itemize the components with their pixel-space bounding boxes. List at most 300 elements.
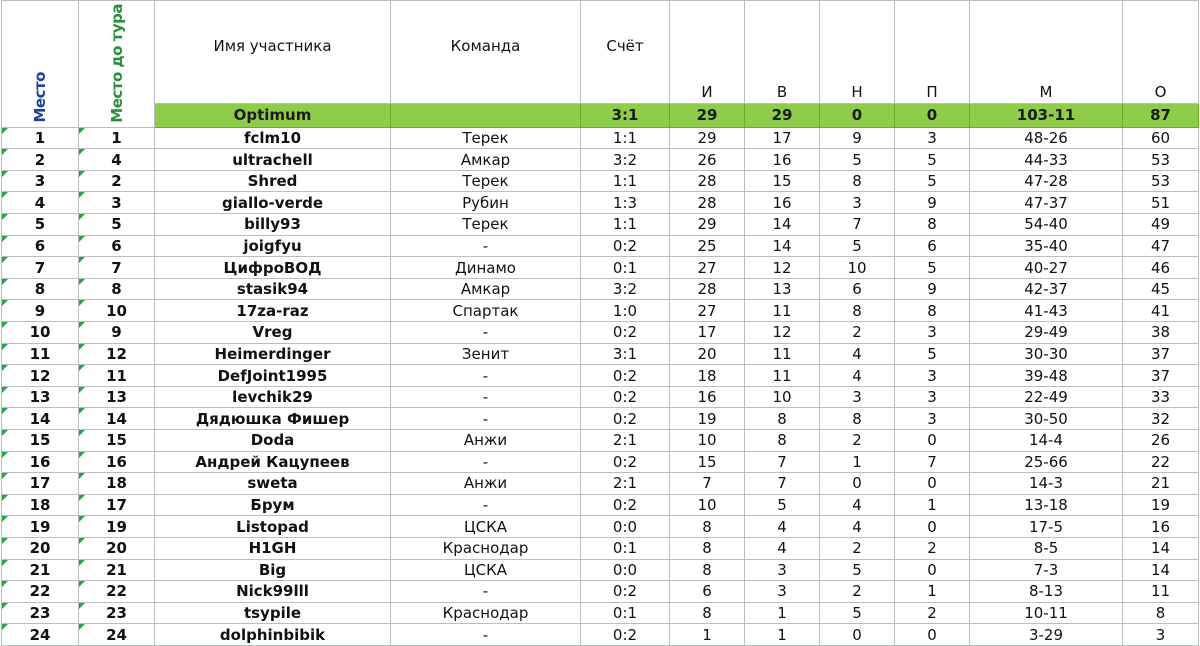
- cell-points: 38: [1123, 322, 1199, 344]
- cell-goals: 54-40: [970, 214, 1123, 236]
- cell-prev-place: 6: [79, 235, 155, 257]
- cell-prev-place: 18: [79, 473, 155, 495]
- cell-place: 22: [2, 581, 79, 603]
- cell-games: 28: [670, 278, 745, 300]
- cell-team: Терек: [391, 170, 581, 192]
- cell-team: Амкар: [391, 149, 581, 171]
- table-row: [2, 343, 1199, 365]
- cell-draws: 1: [820, 451, 895, 473]
- cell-draws: 4: [820, 494, 895, 516]
- cell-draws: 5: [820, 559, 895, 581]
- cell-score: 0:2: [581, 365, 670, 387]
- cell-score: 1:1: [581, 214, 670, 236]
- cell-name: Андрей Кацупеев: [155, 451, 391, 473]
- table-row: [2, 322, 1199, 344]
- cell-wins: 10: [745, 386, 820, 408]
- table-row: [2, 127, 1199, 149]
- cell-place: 18: [2, 494, 79, 516]
- cell-points: 19: [1123, 494, 1199, 516]
- cell-draws: 0: [820, 473, 895, 495]
- cell-team: -: [391, 386, 581, 408]
- cell-prev-place: 4: [79, 149, 155, 171]
- table-body: [2, 127, 1199, 645]
- cell-team: Спартак: [391, 300, 581, 322]
- optimum-games: 29: [670, 104, 745, 127]
- cell-draws: 5: [820, 149, 895, 171]
- cell-wins: 17: [745, 127, 820, 149]
- cell-wins: 8: [745, 408, 820, 430]
- cell-wins: 11: [745, 343, 820, 365]
- cell-prev-place: 10: [79, 300, 155, 322]
- cell-games: 7: [670, 473, 745, 495]
- table-row: [2, 624, 1199, 646]
- table-row: [2, 365, 1199, 387]
- cell-team: Амкар: [391, 278, 581, 300]
- table-row: [2, 473, 1199, 495]
- optimum-team: [391, 104, 581, 127]
- cell-goals: 42-37: [970, 278, 1123, 300]
- cell-wins: 12: [745, 257, 820, 279]
- cell-losses: 0: [895, 473, 970, 495]
- cell-losses: 3: [895, 408, 970, 430]
- cell-place: 7: [2, 257, 79, 279]
- header-name: Имя участника: [155, 1, 391, 104]
- cell-name: giallo-verde: [155, 192, 391, 214]
- cell-losses: 7: [895, 451, 970, 473]
- cell-score: 0:2: [581, 235, 670, 257]
- cell-place: 8: [2, 278, 79, 300]
- cell-losses: 3: [895, 322, 970, 344]
- cell-losses: 8: [895, 300, 970, 322]
- cell-goals: 47-28: [970, 170, 1123, 192]
- cell-games: 6: [670, 581, 745, 603]
- cell-wins: 1: [745, 624, 820, 646]
- cell-points: 14: [1123, 559, 1199, 581]
- cell-games: 10: [670, 430, 745, 452]
- cell-draws: 8: [820, 300, 895, 322]
- table-row: [2, 430, 1199, 452]
- cell-team: -: [391, 451, 581, 473]
- cell-goals: 22-49: [970, 386, 1123, 408]
- cell-place: 13: [2, 386, 79, 408]
- cell-points: 14: [1123, 537, 1199, 559]
- cell-prev-place: 11: [79, 365, 155, 387]
- cell-points: 21: [1123, 473, 1199, 495]
- cell-place: 11: [2, 343, 79, 365]
- cell-name: Big: [155, 559, 391, 581]
- cell-games: 27: [670, 257, 745, 279]
- cell-points: 51: [1123, 192, 1199, 214]
- cell-score: 0:2: [581, 581, 670, 603]
- cell-name: billy93: [155, 214, 391, 236]
- optimum-losses: 0: [895, 104, 970, 127]
- cell-wins: 4: [745, 537, 820, 559]
- cell-goals: 7-3: [970, 559, 1123, 581]
- cell-games: 28: [670, 170, 745, 192]
- cell-draws: 9: [820, 127, 895, 149]
- cell-team: -: [391, 624, 581, 646]
- cell-losses: 9: [895, 192, 970, 214]
- cell-goals: 25-66: [970, 451, 1123, 473]
- cell-score: 3:2: [581, 149, 670, 171]
- cell-goals: 8-13: [970, 581, 1123, 603]
- cell-losses: 3: [895, 365, 970, 387]
- cell-draws: 2: [820, 322, 895, 344]
- optimum-row: [2, 104, 1199, 127]
- cell-wins: 8: [745, 430, 820, 452]
- cell-name: ЦифроВОД: [155, 257, 391, 279]
- cell-games: 16: [670, 386, 745, 408]
- cell-score: 1:0: [581, 300, 670, 322]
- cell-prev-place: 5: [79, 214, 155, 236]
- cell-wins: 3: [745, 581, 820, 603]
- table-row: [2, 516, 1199, 538]
- cell-goals: 29-49: [970, 322, 1123, 344]
- cell-games: 26: [670, 149, 745, 171]
- cell-losses: 2: [895, 537, 970, 559]
- cell-draws: 8: [820, 170, 895, 192]
- cell-draws: 5: [820, 602, 895, 624]
- cell-name: sweta: [155, 473, 391, 495]
- cell-name: levchik29: [155, 386, 391, 408]
- cell-wins: 14: [745, 235, 820, 257]
- cell-score: 1:1: [581, 127, 670, 149]
- cell-place: 17: [2, 473, 79, 495]
- cell-prev-place: 15: [79, 430, 155, 452]
- cell-games: 1: [670, 624, 745, 646]
- cell-points: 46: [1123, 257, 1199, 279]
- cell-place: 12: [2, 365, 79, 387]
- cell-team: Динамо: [391, 257, 581, 279]
- cell-goals: 10-11: [970, 602, 1123, 624]
- header-score: Счёт: [581, 1, 670, 104]
- cell-team: Терек: [391, 127, 581, 149]
- cell-draws: 5: [820, 235, 895, 257]
- cell-prev-place: 3: [79, 192, 155, 214]
- cell-wins: 5: [745, 494, 820, 516]
- cell-draws: 2: [820, 537, 895, 559]
- cell-place: 21: [2, 559, 79, 581]
- cell-team: -: [391, 408, 581, 430]
- cell-games: 8: [670, 537, 745, 559]
- cell-name: stasik94: [155, 278, 391, 300]
- cell-score: 0:1: [581, 257, 670, 279]
- cell-place: 6: [2, 235, 79, 257]
- optimum-score: 3:1: [581, 104, 670, 127]
- cell-score: 1:3: [581, 192, 670, 214]
- cell-team: Краснодар: [391, 602, 581, 624]
- cell-score: 2:1: [581, 430, 670, 452]
- cell-draws: 2: [820, 581, 895, 603]
- cell-name: Дядюшка Фишер: [155, 408, 391, 430]
- cell-games: 29: [670, 127, 745, 149]
- cell-games: 28: [670, 192, 745, 214]
- cell-wins: 15: [745, 170, 820, 192]
- cell-games: 20: [670, 343, 745, 365]
- header-games: И: [670, 1, 745, 104]
- cell-games: 8: [670, 516, 745, 538]
- cell-place: 23: [2, 602, 79, 624]
- cell-team: Анжи: [391, 430, 581, 452]
- table-row: [2, 278, 1199, 300]
- cell-score: 3:1: [581, 343, 670, 365]
- cell-team: ЦСКА: [391, 559, 581, 581]
- header-place: [2, 1, 79, 128]
- table-row: [2, 581, 1199, 603]
- cell-wins: 11: [745, 300, 820, 322]
- cell-points: 32: [1123, 408, 1199, 430]
- cell-goals: 35-40: [970, 235, 1123, 257]
- cell-name: Listopad: [155, 516, 391, 538]
- cell-team: -: [391, 322, 581, 344]
- cell-points: 8: [1123, 602, 1199, 624]
- cell-draws: 7: [820, 214, 895, 236]
- cell-team: Анжи: [391, 473, 581, 495]
- cell-team: ЦСКА: [391, 516, 581, 538]
- cell-games: 17: [670, 322, 745, 344]
- cell-goals: 41-43: [970, 300, 1123, 322]
- cell-team: Зенит: [391, 343, 581, 365]
- cell-team: Краснодар: [391, 537, 581, 559]
- cell-games: 15: [670, 451, 745, 473]
- cell-games: 25: [670, 235, 745, 257]
- cell-prev-place: 8: [79, 278, 155, 300]
- cell-prev-place: 22: [79, 581, 155, 603]
- cell-place: 16: [2, 451, 79, 473]
- cell-prev-place: 23: [79, 602, 155, 624]
- cell-team: -: [391, 235, 581, 257]
- cell-wins: 3: [745, 559, 820, 581]
- cell-goals: 40-27: [970, 257, 1123, 279]
- cell-place: 19: [2, 516, 79, 538]
- cell-draws: 4: [820, 343, 895, 365]
- cell-wins: 14: [745, 214, 820, 236]
- cell-goals: 30-30: [970, 343, 1123, 365]
- cell-draws: 4: [820, 516, 895, 538]
- cell-team: Терек: [391, 214, 581, 236]
- optimum-draws: 0: [820, 104, 895, 127]
- cell-points: 3: [1123, 624, 1199, 646]
- cell-games: 10: [670, 494, 745, 516]
- cell-wins: 7: [745, 473, 820, 495]
- cell-name: Nick99lll: [155, 581, 391, 603]
- cell-losses: 3: [895, 127, 970, 149]
- table-row: [2, 408, 1199, 430]
- table-row: [2, 602, 1199, 624]
- cell-losses: 5: [895, 170, 970, 192]
- cell-games: 19: [670, 408, 745, 430]
- cell-points: 45: [1123, 278, 1199, 300]
- cell-place: 15: [2, 430, 79, 452]
- cell-name: Doda: [155, 430, 391, 452]
- table-row: [2, 192, 1199, 214]
- cell-draws: 10: [820, 257, 895, 279]
- cell-losses: 5: [895, 257, 970, 279]
- cell-place: 14: [2, 408, 79, 430]
- table-row: [2, 386, 1199, 408]
- cell-team: -: [391, 581, 581, 603]
- cell-goals: 48-26: [970, 127, 1123, 149]
- cell-games: 18: [670, 365, 745, 387]
- cell-place: 1: [2, 127, 79, 149]
- cell-place: 20: [2, 537, 79, 559]
- cell-score: 2:1: [581, 473, 670, 495]
- cell-losses: 5: [895, 149, 970, 171]
- cell-wins: 16: [745, 192, 820, 214]
- cell-prev-place: 21: [79, 559, 155, 581]
- cell-draws: 3: [820, 386, 895, 408]
- table-row: [2, 300, 1199, 322]
- cell-games: 27: [670, 300, 745, 322]
- cell-draws: 6: [820, 278, 895, 300]
- cell-prev-place: 17: [79, 494, 155, 516]
- cell-place: 24: [2, 624, 79, 646]
- cell-score: 0:2: [581, 624, 670, 646]
- table-row: [2, 451, 1199, 473]
- cell-losses: 8: [895, 214, 970, 236]
- cell-prev-place: 9: [79, 322, 155, 344]
- cell-score: 3:2: [581, 278, 670, 300]
- cell-score: 0:2: [581, 494, 670, 516]
- cell-goals: 13-18: [970, 494, 1123, 516]
- cell-score: 0:2: [581, 451, 670, 473]
- cell-score: 0:1: [581, 602, 670, 624]
- cell-points: 16: [1123, 516, 1199, 538]
- cell-losses: 6: [895, 235, 970, 257]
- cell-name: fclm10: [155, 127, 391, 149]
- cell-prev-place: 14: [79, 408, 155, 430]
- cell-losses: 2: [895, 602, 970, 624]
- cell-losses: 0: [895, 516, 970, 538]
- cell-losses: 0: [895, 559, 970, 581]
- header-goals: М: [970, 1, 1123, 104]
- cell-name: H1GH: [155, 537, 391, 559]
- cell-team: -: [391, 365, 581, 387]
- cell-name: joigfyu: [155, 235, 391, 257]
- cell-points: 22: [1123, 451, 1199, 473]
- cell-prev-place: 13: [79, 386, 155, 408]
- cell-points: 37: [1123, 365, 1199, 387]
- cell-score: 1:1: [581, 170, 670, 192]
- cell-losses: 3: [895, 386, 970, 408]
- table-row: [2, 559, 1199, 581]
- optimum-name: Optimum: [155, 104, 391, 127]
- cell-wins: 7: [745, 451, 820, 473]
- cell-draws: 2: [820, 430, 895, 452]
- cell-wins: 12: [745, 322, 820, 344]
- cell-losses: 0: [895, 624, 970, 646]
- cell-points: 33: [1123, 386, 1199, 408]
- cell-goals: 44-33: [970, 149, 1123, 171]
- cell-points: 26: [1123, 430, 1199, 452]
- table-row: [2, 235, 1199, 257]
- table-row: [2, 537, 1199, 559]
- cell-losses: 1: [895, 581, 970, 603]
- standings-table: [1, 0, 1199, 646]
- table-row: [2, 149, 1199, 171]
- cell-name: dolphinbibik: [155, 624, 391, 646]
- table-row: [2, 214, 1199, 236]
- table-row: [2, 257, 1199, 279]
- cell-wins: 13: [745, 278, 820, 300]
- cell-points: 53: [1123, 170, 1199, 192]
- cell-goals: 30-50: [970, 408, 1123, 430]
- optimum-points: 87: [1123, 104, 1199, 127]
- cell-name: Брум: [155, 494, 391, 516]
- header-losses: П: [895, 1, 970, 104]
- cell-name: 17za-raz: [155, 300, 391, 322]
- cell-games: 29: [670, 214, 745, 236]
- cell-points: 60: [1123, 127, 1199, 149]
- cell-name: tsypile: [155, 602, 391, 624]
- cell-goals: 14-4: [970, 430, 1123, 452]
- cell-draws: 0: [820, 624, 895, 646]
- cell-team: -: [391, 494, 581, 516]
- cell-name: Vreg: [155, 322, 391, 344]
- table-row: [2, 494, 1199, 516]
- cell-goals: 8-5: [970, 537, 1123, 559]
- header-prev-place-label: Место до тура: [107, 4, 126, 123]
- table-header: [2, 1, 1199, 128]
- cell-name: ultrachell: [155, 149, 391, 171]
- cell-points: 11: [1123, 581, 1199, 603]
- cell-draws: 8: [820, 408, 895, 430]
- cell-score: 0:2: [581, 322, 670, 344]
- header-prev-place: [79, 1, 155, 128]
- cell-losses: 0: [895, 430, 970, 452]
- cell-prev-place: 19: [79, 516, 155, 538]
- cell-draws: 3: [820, 192, 895, 214]
- cell-place: 2: [2, 149, 79, 171]
- cell-goals: 14-3: [970, 473, 1123, 495]
- cell-points: 49: [1123, 214, 1199, 236]
- header-team: Команда: [391, 1, 581, 104]
- cell-team: Рубин: [391, 192, 581, 214]
- cell-points: 41: [1123, 300, 1199, 322]
- cell-score: 0:2: [581, 386, 670, 408]
- cell-wins: 4: [745, 516, 820, 538]
- cell-points: 47: [1123, 235, 1199, 257]
- cell-score: 0:0: [581, 559, 670, 581]
- cell-place: 4: [2, 192, 79, 214]
- cell-prev-place: 20: [79, 537, 155, 559]
- cell-place: 5: [2, 214, 79, 236]
- cell-goals: 47-37: [970, 192, 1123, 214]
- cell-draws: 4: [820, 365, 895, 387]
- cell-name: Shred: [155, 170, 391, 192]
- cell-prev-place: 16: [79, 451, 155, 473]
- table-row: [2, 170, 1199, 192]
- cell-score: 0:1: [581, 537, 670, 559]
- cell-prev-place: 2: [79, 170, 155, 192]
- optimum-wins: 29: [745, 104, 820, 127]
- header-draws: Н: [820, 1, 895, 104]
- cell-losses: 5: [895, 343, 970, 365]
- cell-goals: 39-48: [970, 365, 1123, 387]
- cell-prev-place: 1: [79, 127, 155, 149]
- cell-place: 10: [2, 322, 79, 344]
- cell-name: Heimerdinger: [155, 343, 391, 365]
- cell-points: 37: [1123, 343, 1199, 365]
- cell-wins: 1: [745, 602, 820, 624]
- cell-wins: 16: [745, 149, 820, 171]
- cell-goals: 17-5: [970, 516, 1123, 538]
- cell-prev-place: 7: [79, 257, 155, 279]
- cell-wins: 11: [745, 365, 820, 387]
- cell-games: 8: [670, 559, 745, 581]
- cell-prev-place: 24: [79, 624, 155, 646]
- cell-points: 53: [1123, 149, 1199, 171]
